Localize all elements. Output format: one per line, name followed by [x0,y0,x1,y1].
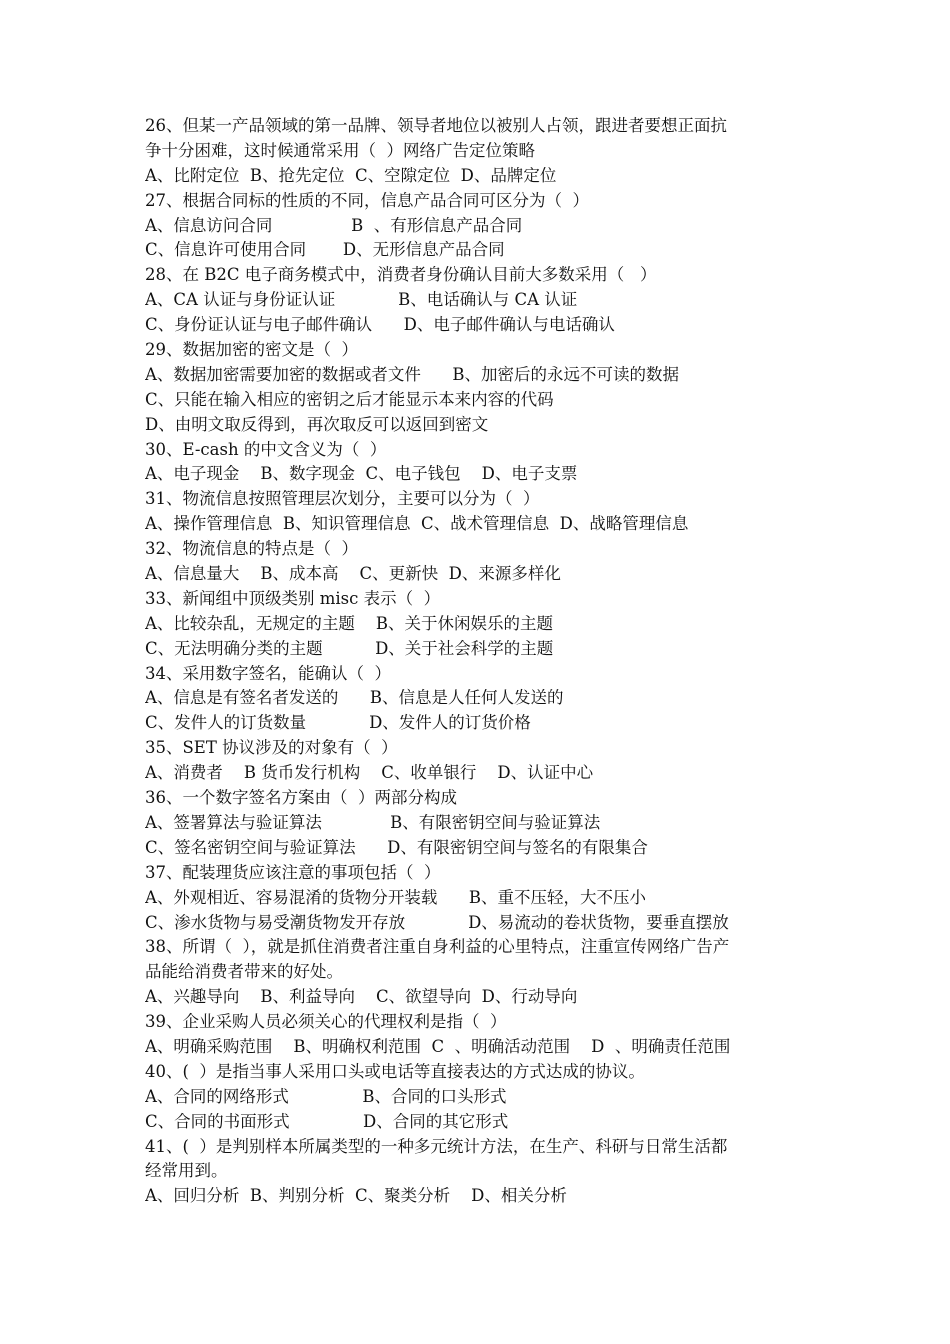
text-line: 26、但某一产品领域的第一品牌、领导者地位以被别人占领，跟进者要想正面抗 [145,116,727,135]
text-line: 36、一个数字签名方案由（ ）两部分构成 [145,788,457,808]
text-line: A、签署算法与验证算法 B、有限密钥空间与验证算法 [145,812,601,832]
text-line: 41、( ）是判别样本所属类型的一种多元统计方法，在生产、科研与日常生活都 [145,1136,728,1156]
text-line: 争十分困难，这时候通常采用（ ）网络广告定位策略 [145,140,535,160]
text-line: 27、根据合同标的性质的不同，信息产品合同可区分为（ ） [145,190,589,210]
text-line: 35、SET 协议涉及的对象有（ ） [145,738,398,758]
text-line: 30、E-cash 的中文含义为（ ） [145,439,387,459]
text-line: A、信息访问合同 B 、有形信息产品合同 [145,215,523,235]
text-line: 37、配装理货应该注意的事项包括（ ） [145,862,441,882]
text-line: C、信息许可使用合同 D、无形信息产品合同 [145,240,505,260]
text-line: 28、在 B2C 电子商务模式中，消费者身份确认目前大多数采用（ ） [145,265,657,285]
text-line: A、CA 认证与身份证认证 B、电话确认与 CA 认证 [145,290,578,310]
text-line: A、电子现金 B、数字现金 C、电子钱包 D、电子支票 [145,464,578,484]
text-line: A、信息是有签名者发送的 B、信息是人任何人发送的 [145,688,564,708]
question-text-block [145,114,815,1209]
text-line: 40、( ）是指当事人采用口头或电话等直接表达的方式达成的协议。 [145,1061,645,1081]
text-line: 39、企业采购人员必须关心的代理权利是指（ ） [145,1012,507,1032]
text-line: A、外观相近、容易混淆的货物分开装载 B、重不压轻，大不压小 [145,887,647,907]
text-line: 29、数据加密的密文是（ ） [145,340,358,360]
text-line: C、签名密钥空间与验证算法 D、有限密钥空间与签名的有限集合 [145,837,648,857]
text-line: A、数据加密需要加密的数据或者文件 B、加密后的永远不可读的数据 [145,364,680,384]
text-line: A、合同的网络形式 B、合同的口头形式 [145,1086,507,1106]
text-line: A、消费者 B 货币发行机构 C、收单银行 D、认证中心 [145,763,594,783]
text-line: A、兴趣导向 B、利益导向 C、欲望导向 D、行动导向 [145,987,578,1007]
text-line: A、明确采购范围 B、明确权利范围 C 、明确活动范围 D 、明确责任范围 [145,1036,731,1056]
text-line: 33、新闻组中顶级类别 misc 表示（ ） [145,588,441,608]
text-line: A、比较杂乱，无规定的主题 B、关于休闲娱乐的主题 [145,613,554,633]
text-line: C、无法明确分类的主题 D、关于社会科学的主题 [145,638,554,658]
text-line: C、合同的书面形式 D、合同的其它形式 [145,1111,509,1131]
text-line: 34、采用数字签名，能确认（ ） [145,663,391,683]
text-line: A、回归分析 B、判别分析 C、聚类分析 D、相关分析 [145,1186,567,1206]
text-line: C、渗水货物与易受潮货物发开存放 D、易流动的卷状货物，要垂直摆放 [145,912,729,932]
text-line: 经常用到。 [145,1161,228,1181]
text-line: C、只能在输入相应的密钥之后才能显示本来内容的代码 [145,389,554,409]
text-line: C、身份证认证与电子邮件确认 D、电子邮件确认与电话确认 [145,315,615,335]
text-line: A、操作管理信息 B、知识管理信息 C、战术管理信息 D、战略管理信息 [145,514,689,534]
text-line: D、由明文取反得到，再次取反可以返回到密文 [145,414,489,434]
text-line: 32、物流信息的特点是（ ） [145,539,358,559]
text-line: C、发件人的订货数量 D、发件人的订货价格 [145,713,531,733]
text-line: 品能给消费者带来的好处。 [145,962,343,982]
text-line: 38、所谓（ ），就是抓住消费者注重自身利益的心里特点，注重宣传网络广告产 [145,937,730,957]
text-line: 31、物流信息按照管理层次划分，主要可以分为（ ） [145,489,540,509]
text-line: A、比附定位 B、抢先定位 C、空隙定位 D、品牌定位 [145,165,557,185]
text-line: A、信息量大 B、成本高 C、更新快 D、来源多样化 [145,564,561,584]
